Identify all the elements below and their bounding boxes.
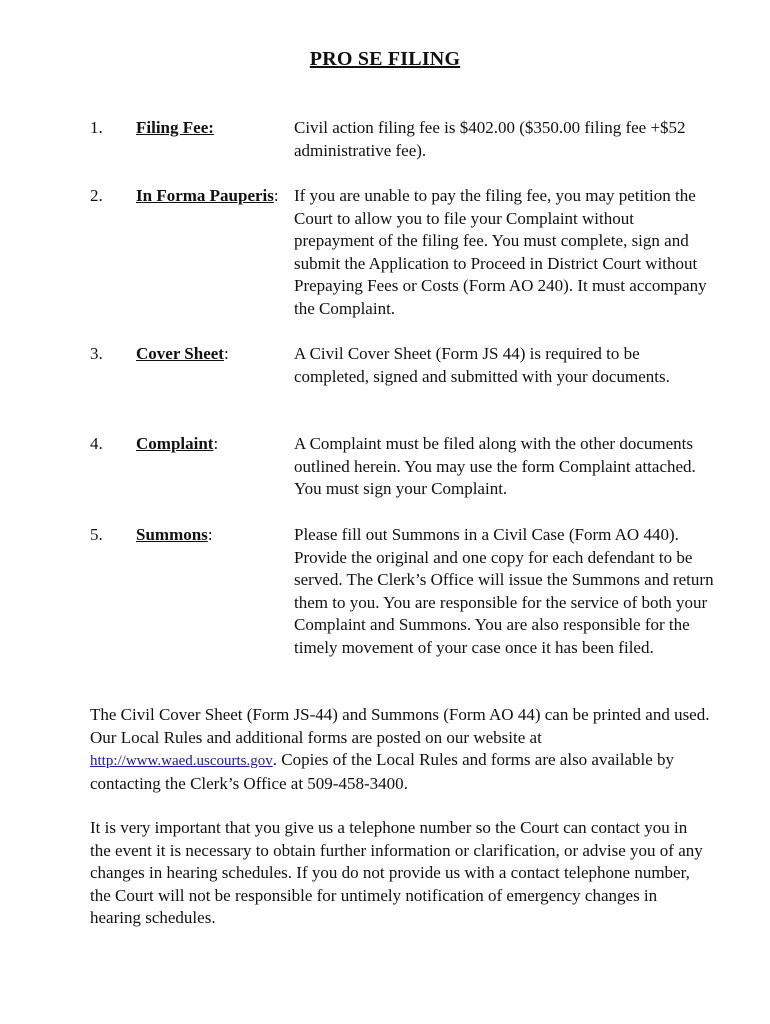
- item-label: [136, 433, 218, 456]
- item-label: [136, 117, 214, 140]
- item-label-suffix: :: [223, 344, 229, 363]
- list-item-filing-fee: [90, 117, 730, 162]
- list-item-in-forma-pauperis: [90, 185, 730, 320]
- list-item-summons: [90, 524, 730, 659]
- item-label: [136, 343, 229, 366]
- item-number: 2.: [90, 186, 103, 205]
- item-number: 1.: [90, 118, 103, 137]
- item-description: Please fill out Summons in a Civil Case (Form AO 440). Provide the original and one copy for each defendant to be served. The Clerk’s Office will issue the Summons and return them to you. You are responsible for the service of both your Complaint and Summons. You are also responsible for the timely movement of your case once it has been filed.: [294, 525, 714, 657]
- website-paragraph: [90, 704, 712, 795]
- item-number: 3.: [90, 344, 103, 363]
- paragraph-text: The Civil Cover Sheet (Form JS-44) and Summons (Form AO 44) can be printed and used. Our Local Rules and additional forms are posted on our website at: [90, 705, 710, 747]
- telephone-paragraph: It is very important that you give us a telephone number so the Court can contact you in the event it is necessary to obtain further information or clarification, or advise you of any changes in hearing schedules. If you do not provide us with a contact telephone number, the Court will not be responsible for untimely notification of emergency changes in hearing schedules.: [90, 818, 703, 927]
- item-description: A Civil Cover Sheet (Form JS 44) is required to be completed, signed and submitted with your documents.: [294, 344, 670, 386]
- item-description: If you are unable to pay the filing fee, you may petition the Court to allow you to file your Complaint without prepayment of the filing fee. You must complete, sign and submit the Application to Proceed in District Court without Prepaying Fees or Costs (Form AO 240). It must accompany the Complaint.: [294, 186, 707, 318]
- item-label-suffix: :: [213, 434, 219, 453]
- item-label-suffix: :: [207, 525, 213, 544]
- item-description: Civil action filing fee is $402.00 ($350.00 filing fee +$52 administrative fee).: [294, 118, 686, 160]
- item-description: A Complaint must be filed along with the other documents outlined herein. You may use the form Complaint attached. You must sign your Complaint.: [294, 434, 696, 498]
- page-title: PRO SE FILING: [309, 48, 461, 70]
- item-label-text: In Forma Pauperis: [136, 186, 274, 205]
- list-item-cover-sheet: [90, 343, 730, 388]
- item-label: [136, 524, 213, 547]
- item-label-suffix: :: [273, 186, 279, 205]
- item-number: 5.: [90, 525, 103, 544]
- item-label-text: Summons: [136, 525, 208, 544]
- website-link[interactable]: http://www.waed.uscourts.gov: [90, 753, 273, 769]
- item-label-text: Filing Fee:: [136, 118, 214, 137]
- list-item-complaint: [90, 433, 730, 501]
- paragraph-text: . Copies of the Local Rules and forms are also available by contacting the Clerk’s Office at 509-458-3400.: [90, 750, 675, 793]
- item-label: [136, 185, 279, 208]
- item-label-text: Complaint: [136, 434, 214, 453]
- item-number: 4.: [90, 434, 103, 453]
- item-label-text: Cover Sheet: [136, 344, 224, 363]
